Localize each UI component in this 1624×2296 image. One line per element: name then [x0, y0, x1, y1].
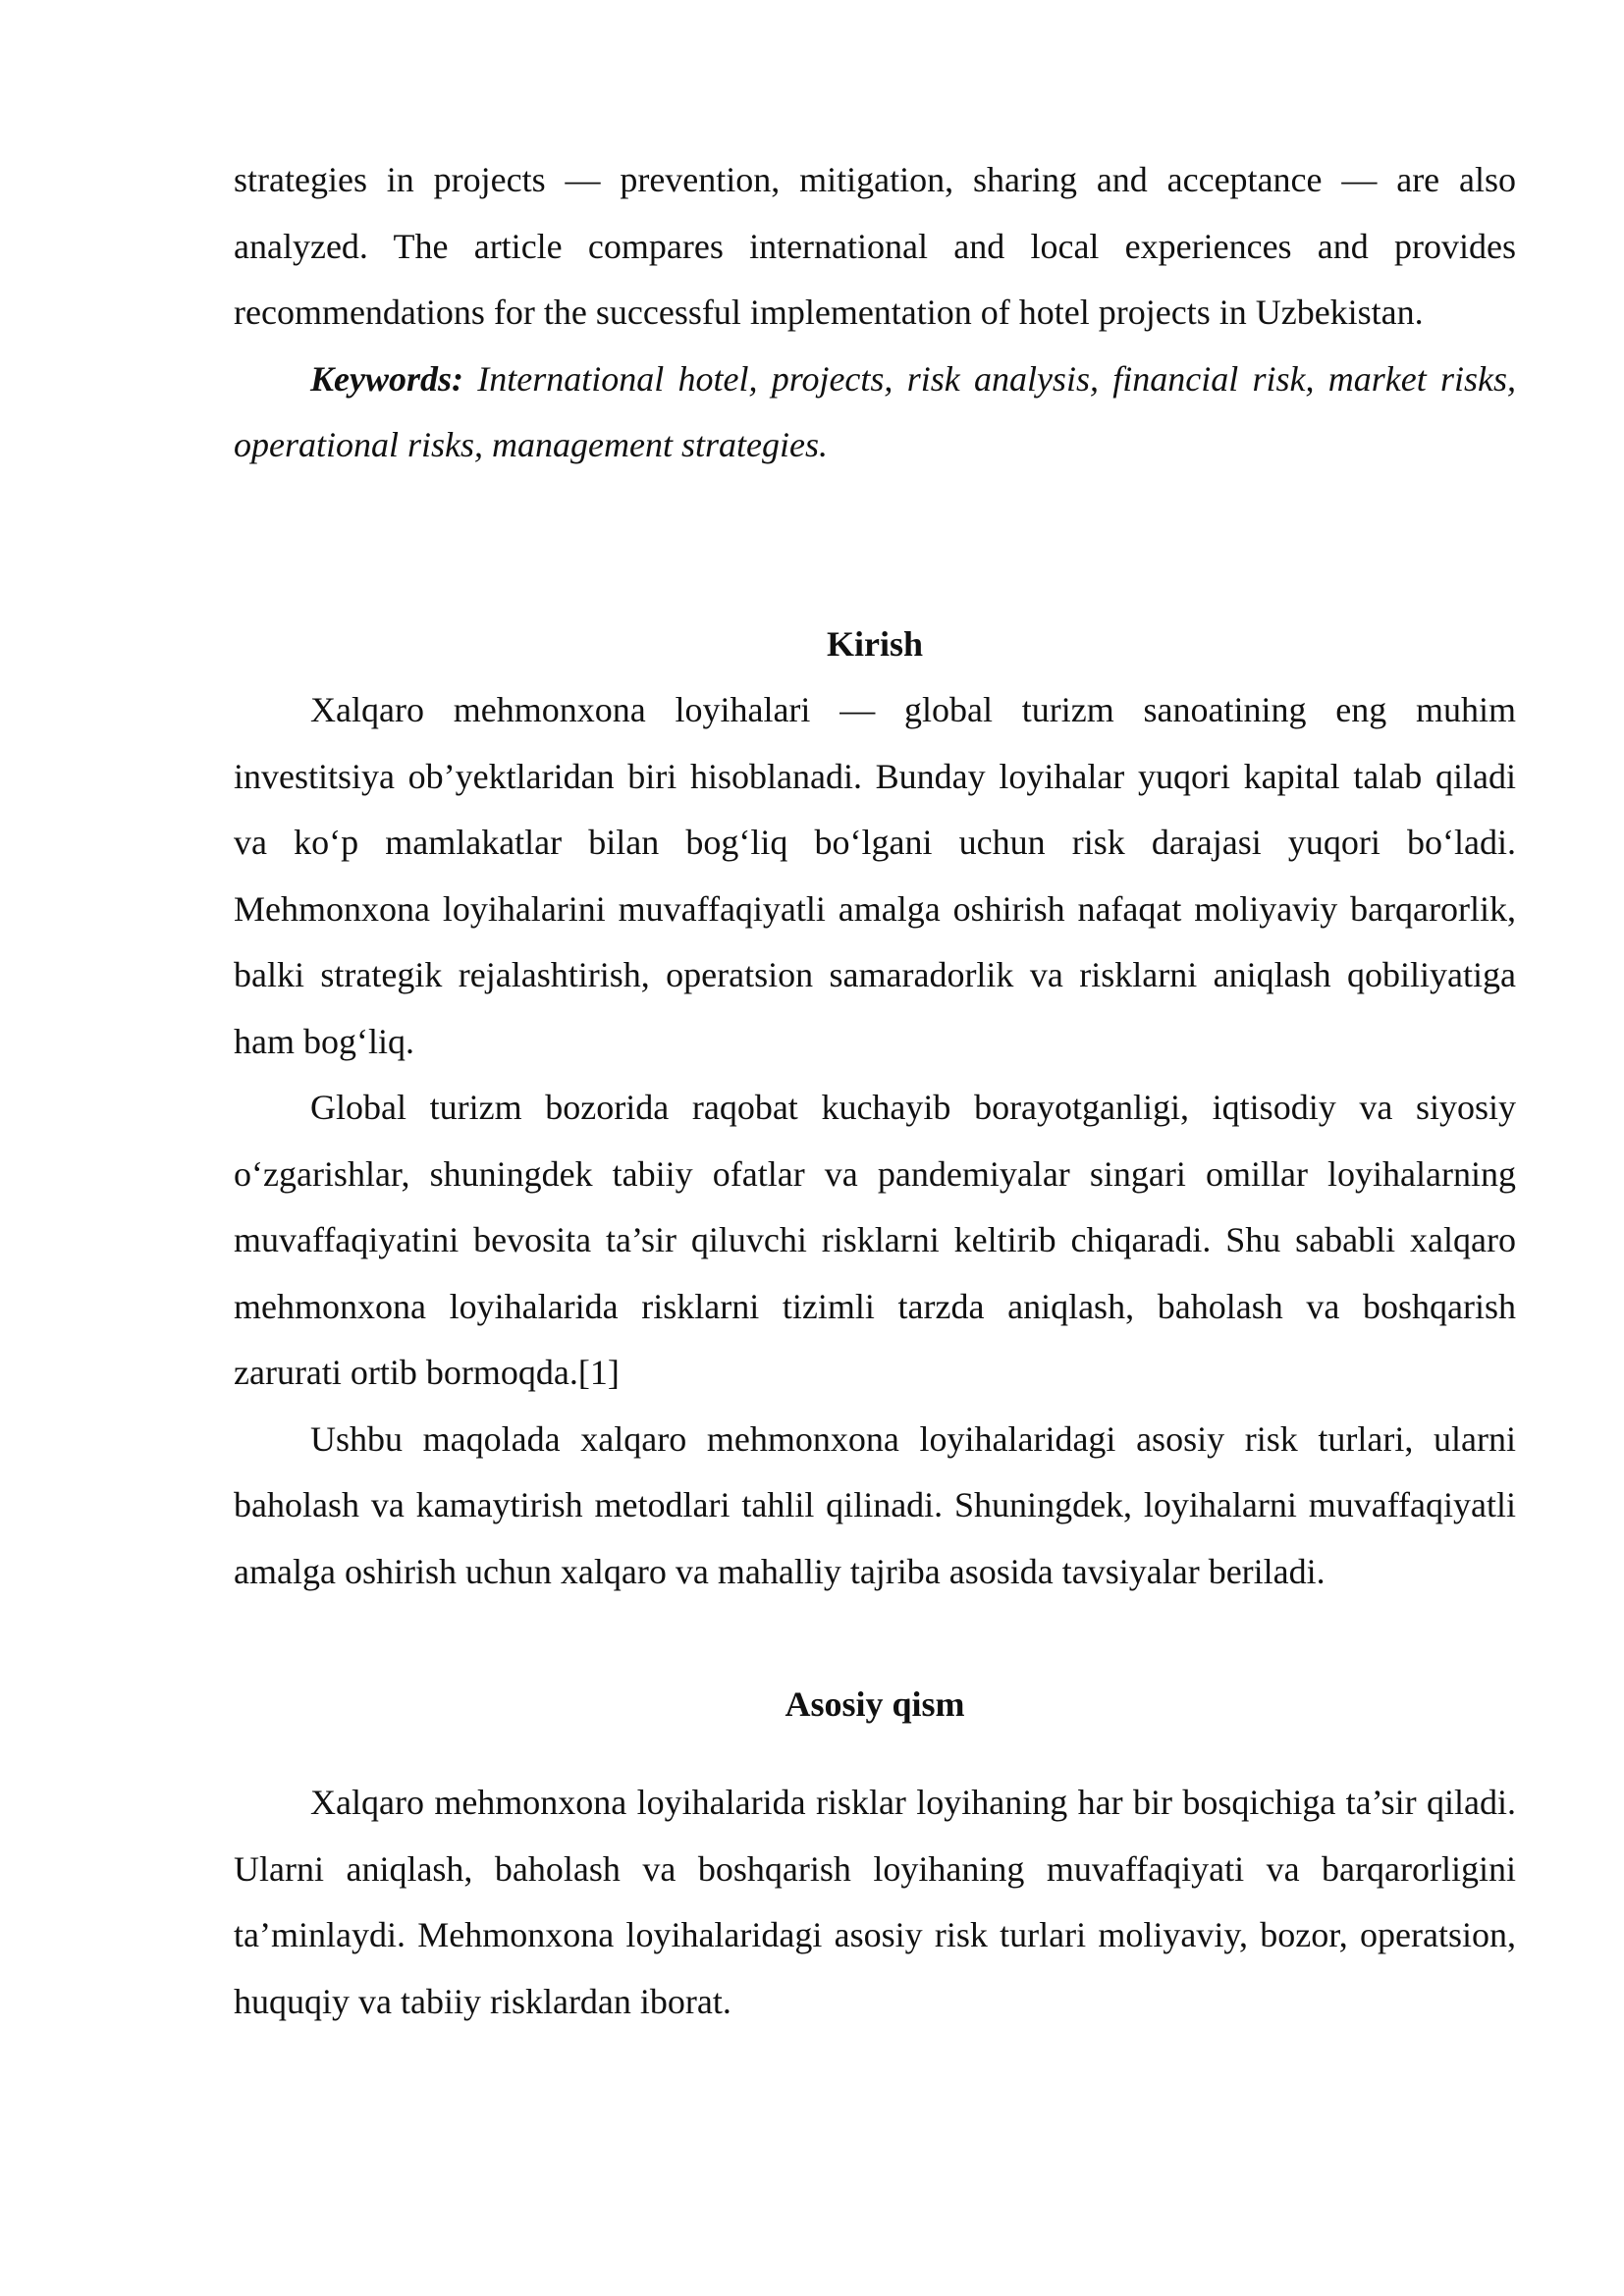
main-paragraph: Xalqaro mehmonxona loyihalarida risklar loyihaning har bir bosqichiga ta’sir qiladi. Ularni aniqlash, baholash va boshqarish loyihaning muvaffaqiyati va barqarorligini ta’minlaydi. Mehmonxona loyihalaridagi asosiy risk turlari moliyaviy, bozor, operatsion, huquqiy va tabiiy risklardan iborat. [234, 1783, 1516, 2021]
keywords-text: International hotel, projects, risk analysis, financial risk, market risks, operational risks, management strategies. [234, 358, 1516, 464]
document-page [234, 147, 1516, 2035]
intro-paragraph: Xalqaro mehmonxona loyihalari — global turizm sanoatining eng muhim investitsiya ob’yektlaridan biri hisoblanadi. Bunday loyihalar yuqori kapital talab qiladi va ko‘p mamlakatlar bilan bog‘liq bo‘lgani uchun risk darajasi yuqori bo‘ladi. Mehmonxona loyihalarini muvaffaqiyatli amalga oshirish nafaqat moliyaviy barqarorlik, balki strategik rejalashtirish, operatsion samaradorlik va risklarni aniqlash qobiliyatiga ham bog‘liq. [234, 690, 1516, 1061]
section-spacer [234, 479, 1516, 612]
keywords-paragraph [234, 347, 1516, 479]
section-spacer [234, 1605, 1516, 1672]
intro-paragraph: Global turizm bozorida raqobat kuchayib borayotganligi, iqtisodiy va siyosiy o‘zgarishlar, shuningdek tabiiy ofatlar va pandemiyalar singari omillar loyihalarning muvaffaqiyatini bevosita ta’sir qiluvchi risklarni keltirib chiqaradi. Shu sababli xalqaro mehmonxona loyihalarida risklarni tizimli tarzda aniqlash, baholash va boshqarish zarurati ortib bormoqda.[1] [234, 1088, 1516, 1392]
abstract-continuation: strategies in projects — prevention, mitigation, sharing and acceptance — are also analyzed. The article compares international and local experiences and provides recommendations for the successful implementation of hotel projects in Uzbekistan. [234, 160, 1516, 332]
keywords-label: Keywords: [310, 358, 463, 399]
section-heading-main: Asosiy qism [785, 1683, 965, 1724]
section-heading-intro: Kirish [826, 623, 923, 664]
section-spacer [234, 1737, 1516, 1770]
intro-paragraph: Ushbu maqolada xalqaro mehmonxona loyihalaridagi asosiy risk turlari, ularni baholash va kamaytirish metodlari tahlil qilinadi. Shuningdek, loyihalarni muvaffaqiyatli amalga oshirish uchun xalqaro va mahalliy tajriba asosida tavsiyalar beriladi. [234, 1418, 1516, 1591]
